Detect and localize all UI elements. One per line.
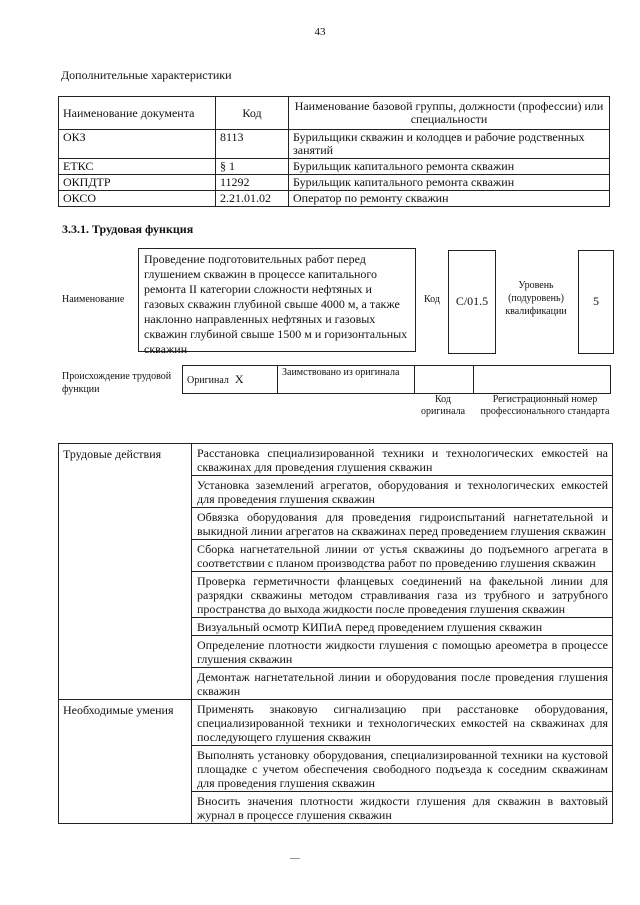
function-title: 3.3.1. Трудовая функция (62, 222, 194, 236)
cell-name: Бурильщики скважин и колодцев и рабочие родственных занятий (289, 130, 610, 159)
required-skill: Вносить значения плотности жидкости глушения для скважин в вахтовый журнал в процессе глушения скважин (192, 792, 613, 824)
table-row (59, 159, 610, 175)
code-value: C/01.5 (455, 294, 489, 308)
origin-row (183, 366, 611, 394)
cell-name: Бурильщик капитального ремонта скважин (289, 175, 610, 191)
original-mark: X (234, 371, 244, 386)
table-row (59, 175, 610, 191)
labor-action: Расстановка специализированной техники и технологических емкостей на скважинах для проведения глушения скважин (192, 444, 613, 476)
labor-table (58, 443, 613, 824)
borrowed-cell: Заимствовано из оригинала (278, 366, 415, 394)
cell-code: 2.21.01.02 (216, 191, 289, 207)
labor-action: Сборка нагнетательной линии от устья скважины до подъемного агрегата в соответствии с планом производства работ по проведению глушения скважин (192, 540, 613, 572)
table-header-row (59, 97, 610, 130)
table-row (59, 444, 613, 476)
labor-action: Установка заземлений агрегатов, оборудования и технологических емкостей для проведения глушения скважин (192, 476, 613, 508)
section-heading: Дополнительные характеристики (61, 68, 232, 82)
labor-action: Определение плотности жидкости глушения с помощью ареометра в процессе глушения скважин (192, 636, 613, 668)
code-box (448, 250, 496, 354)
header-code: Код (216, 97, 289, 130)
cell-code: 8113 (216, 130, 289, 159)
cell-name: Оператор по ремонту скважин (289, 191, 610, 207)
labor-action: Проверка герметичности фланцевых соединений на факельной линии для разрядки скважины методом стравливания газа из трубного и затрубного пространства до выхода жидкости после проведения глушения скважин (192, 572, 613, 618)
labor-action: Визуальный осмотр КИПиА перед проведением глушения скважин (192, 618, 613, 636)
qualification-level-box (578, 250, 614, 354)
cell-doc: ОКСО (59, 191, 216, 207)
cell-code: 11292 (216, 175, 289, 191)
table-row (59, 700, 613, 746)
cell-code: § 1 (216, 159, 289, 175)
origin-label: Происхождение трудовой функции (62, 371, 172, 395)
name-label: Наименование (62, 294, 125, 305)
cell-doc: ОКЗ (59, 130, 216, 159)
code-label: Код (424, 294, 440, 305)
section-label-actions: Трудовые действия (59, 444, 192, 700)
reg-number-label: Регистрационный номер профессионального стандарта (480, 394, 610, 417)
reg-number-cell (474, 366, 611, 394)
original-label: Оригинал (187, 374, 229, 386)
labor-action: Демонтаж нагнетательной линии и оборудования после проведения глушения скважин (192, 668, 613, 700)
code-original-cell (415, 366, 474, 394)
qualification-level-label: Уровень (подуровень) квалификации (505, 280, 567, 317)
labor-action: Обвязка оборудования для проведения гидроиспытаний нагнетательной и выкидной линии агрегатов на скважинах перед проведением глушения скважин (192, 508, 613, 540)
cell-name: Бурильщик капитального ремонта скважин (289, 159, 610, 175)
cell-doc: ОКПДТР (59, 175, 216, 191)
cell-doc: ЕТКС (59, 159, 216, 175)
function-name-box: Проведение подготовительных работ перед глушением скважин в процессе капитального ремонта II категории сложности нефтяных и газовых скважин глубиной свыше 4000 м, а также наклонно направленных нефтяных и газовых скважин глубиной свыше 1500 м и горизонтальных скважин (138, 248, 416, 352)
footer-dash (290, 858, 300, 859)
page-number: 43 (314, 26, 326, 38)
code-original-label: Код оригинала (420, 394, 466, 417)
header-doc-name: Наименование документа (59, 97, 216, 130)
required-skill: Выполнять установку оборудования, специализированной техники на кустовой площадке с учетом обеспечения свободного подъезда к соседним скважинам для проведения глушения скважин (192, 746, 613, 792)
classification-table (58, 96, 610, 207)
section-label-skills: Необходимые умения (59, 700, 192, 824)
qualification-level-value: 5 (593, 294, 599, 308)
table-row (59, 191, 610, 207)
header-group-name: Наименование базовой группы, должности (профессии) или специальности (289, 97, 610, 130)
table-row (59, 130, 610, 159)
origin-table (182, 365, 611, 394)
required-skill: Применять знаковую сигнализацию при расстановке оборудования, специализированной техники и технологических емкостей на скважинах для последующего глушения скважин (192, 700, 613, 746)
original-cell (183, 366, 278, 394)
